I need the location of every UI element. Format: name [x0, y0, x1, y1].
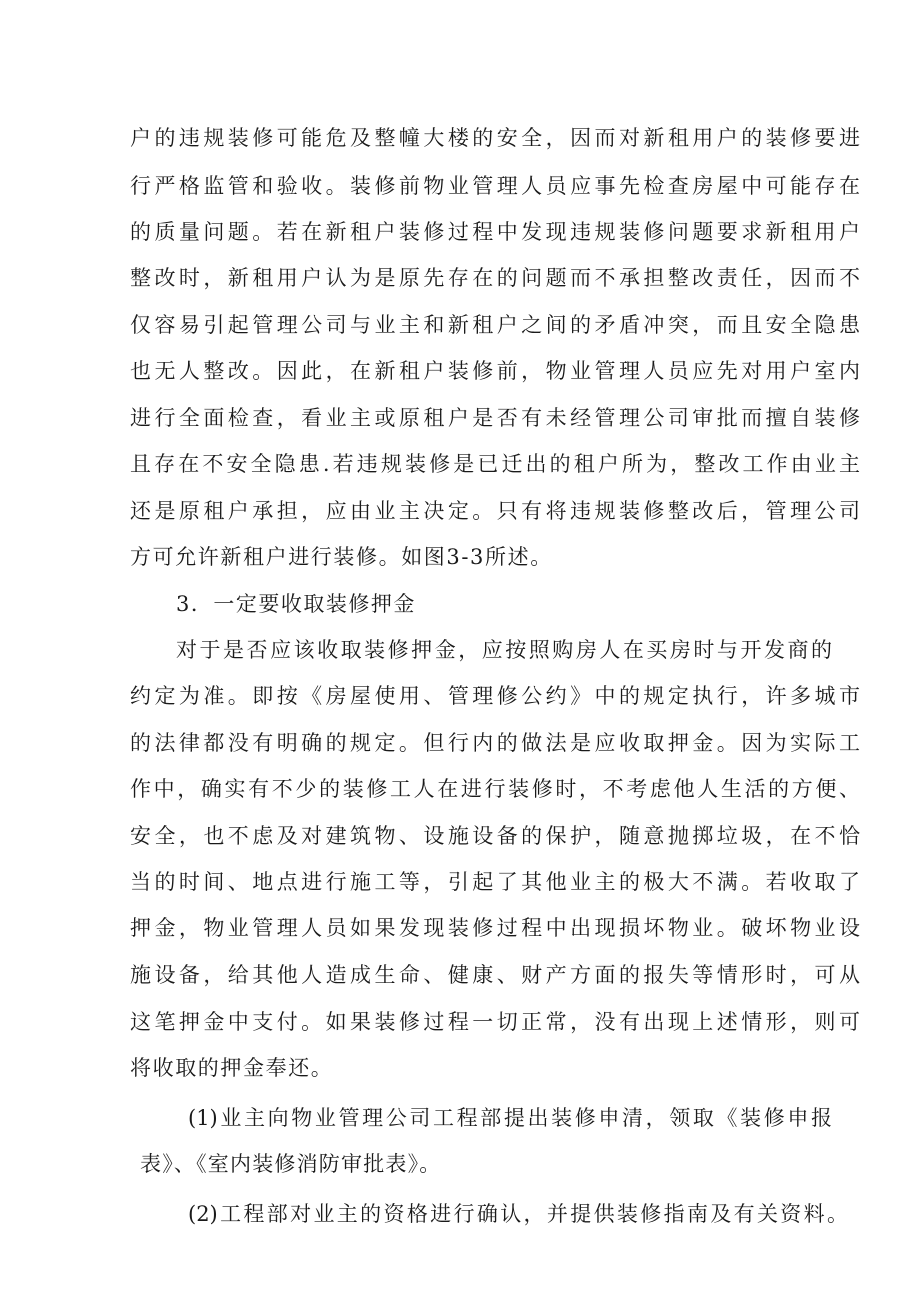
text-line: 将收取的押金奉还。: [130, 1056, 334, 1080]
text-line: 的法律都没有明确的规定。但行内的做法是应收取押金。因为实际工: [130, 731, 860, 755]
text-line: 安全，也不虑及对建筑物、设施设备的保护，随意抛掷垃圾，在不恰: [130, 824, 860, 848]
text-line: 户的违规装修可能危及整幢大楼的安全，因而对新租用户的装修要进: [130, 126, 860, 150]
text-line: 方可允许新租户进行装修。如图3-3所述。: [130, 545, 553, 569]
text-line: 约定为准。即按《房屋使用、管理修公约》中的规定执行，许多城市: [130, 684, 860, 708]
text-line: 的质量问题。若在新租户装修过程中发现违规装修问题要求新租用户: [130, 220, 860, 244]
text-line: 施设备，给其他人造成生命、健康、财产方面的报失等情形时，可从: [130, 963, 860, 987]
text-line: 对于是否应该收取装修押金，应按照购房人在买房时与开发商的: [176, 638, 832, 662]
text-line: 押金，物业管理人员如果发现装修过程中出现损坏物业。破坏物业设: [130, 916, 860, 940]
section-heading: 3．一定要收取装修押金: [176, 592, 416, 616]
text-line: 进行全面检查，看业主或原租户是否有未经管理公司审批而擅自装修: [130, 406, 860, 430]
text-line: 仅容易引起管理公司与业主和新租户之间的矛盾冲突，而且安全隐患: [130, 313, 860, 337]
list-item-2: (2)工程部对业主的资格进行确认，并提供装修指南及有关资料。: [188, 1202, 848, 1226]
text-line: 行严格监管和验收。装修前物业管理人员应事先检查房屋中可能存在: [130, 174, 860, 198]
text-line: 作中，确实有不少的装修工人在进行装修时，不考虑他人生活的方便、: [130, 777, 860, 801]
text-line: 还是原租户承担，应由业主决定。只有将违规装修整改后，管理公司: [130, 499, 860, 523]
text-line: 当的时间、地点进行施工等，引起了其他业主的极大不满。若收取了: [130, 870, 860, 894]
text-line: 且存在不安全隐患.若违规装修是已迁出的租户所为，整改工作由业主: [130, 452, 860, 476]
text-line: 整改时，新租用户认为是原先存在的问题而不承担整改责任，因而不: [130, 266, 860, 290]
text-line: 也无人整改。因此，在新租户装修前，物业管理人员应先对用户室内: [130, 359, 860, 383]
list-item-1: (1)业主向物业管理公司工程部提出装修申清，领取《装修申报: [188, 1106, 832, 1130]
text-line: 这笔押金中支付。如果装修过程一切正常，没有出现上述情形，则可: [130, 1010, 860, 1034]
list-item-1-continuation: 表》、《室内装修消防审批表》。: [140, 1152, 442, 1176]
